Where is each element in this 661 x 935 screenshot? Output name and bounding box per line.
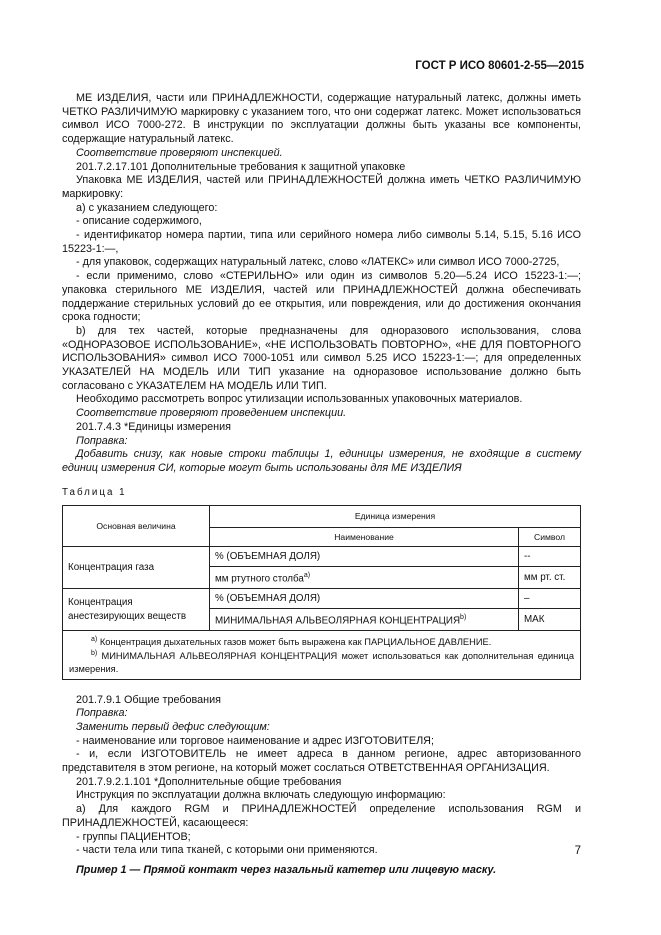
paragraph: - если применимо, слово «СТЕРИЛЬНО» или один из символов 5.20—5.24 ИСО 15223-1:—; упаковка стерильного МЕ ИЗДЕЛИЯ, частей или ПРИНАДЛЕЖНОСТЕЙ должна обеспечивать поддержание стерильных условий до ее открытия, или повреждения, или до достижения окончания срока годности; (62, 270, 581, 324)
paragraph: - и, если ИЗГОТОВИТЕЛЬ не имеет адреса в данном регионе, адрес авторизованного представителя в этом регионе, на который может сослаться ОТВЕТСТВЕННАЯ ОРГАНИЗАЦИЯ. (62, 748, 581, 775)
paragraph: Упаковка МЕ ИЗДЕЛИЯ, частей или ПРИНАДЛЕЖНОСТЕЙ должна иметь ЧЕТКО РАЗЛИЧИМУЮ маркировку: (62, 174, 581, 200)
quantity-gas-concentration: Концентрация газа (63, 547, 210, 589)
example-1: Пример 1 — Прямой контакт через назальный катетер или лицевую маску. (76, 863, 497, 876)
header-symbol: Символ (519, 528, 581, 547)
paragraph: 201.7.4.3 *Единицы измерения (76, 420, 231, 433)
header-unit: Единица измерения (210, 506, 581, 528)
table-caption: Таблица 1 (62, 486, 127, 498)
unit-name-text: мм ртутного столба (215, 573, 304, 585)
paragraph: Заменить первый дефис следующим: (76, 720, 270, 733)
unit-symbol: – (519, 589, 581, 609)
paragraph: - группы ПАЦИЕНТОВ; (76, 830, 191, 843)
note-b-mark: b) (91, 650, 98, 658)
paragraph: - наименование или торговое наименование и адрес ИЗГОТОВИТЕЛЯ; (76, 734, 434, 747)
unit-symbol: мм рт. ст. (519, 567, 581, 589)
footnote-ref-b: b) (460, 614, 467, 622)
unit-name: % (ОБЪЕМНАЯ ДОЛЯ) (210, 547, 519, 567)
quantity-anesthetic-concentration: Концентрация анестезирующих веществ (63, 589, 210, 631)
paragraph: - идентификатор номера партии, типа или серийного номера либо символы 5.14, 5.15, 5.16 ИСО 15223-1:—, (62, 229, 581, 255)
paragraph: Добавить снизу, как новые строки таблицы 1, единицы измерения, не входящие в систему единиц измерения СИ, которые могут быть использованы для МЕ ИЗДЕЛИЯ (62, 448, 581, 474)
paragraph: - для упаковок, содержащих натуральный латекс, слово «ЛАТЕКС» или символ ИСО 7000-2725, (76, 256, 560, 269)
unit-name-text: МИНИМАЛЬНАЯ АЛЬВЕОЛЯРНАЯ КОНЦЕНТРАЦИЯ (215, 615, 461, 627)
paragraph: 201.7.9.1 Общие требования (76, 693, 222, 706)
note-b (69, 648, 574, 674)
page-number: 7 (574, 845, 581, 857)
top-paragraphs (62, 92, 581, 476)
paragraph: a) с указанием следующего: (76, 201, 218, 214)
header-basic-quantity: Основная величина (63, 506, 210, 547)
paragraph: Соответствие проверяют инспекцией. (76, 146, 283, 159)
units-table (62, 505, 581, 679)
unit-symbol: МАК (519, 609, 581, 631)
paragraph: Соответствие проверяют проведением инспекции. (76, 407, 347, 420)
paragraph: - части тела или типа тканей, с которыми они применяются. (76, 844, 378, 857)
unit-name (210, 609, 519, 631)
paragraph: Необходимо рассмотреть вопрос утилизации использованных упаковочных материалов. (76, 393, 523, 406)
paragraph: - описание содержимого, (76, 215, 202, 228)
unit-symbol: -- (519, 547, 581, 567)
page-content (62, 92, 581, 878)
paragraph: 201.7.2.17.101 Дополнительные требования к защитной упаковке (76, 160, 406, 173)
paragraph: МЕ ИЗДЕЛИЯ, части или ПРИНАДЛЕЖНОСТИ, содержащие натуральный латекс, должны иметь ЧЕТКО РАЗЛИЧИМУЮ маркировку с указанием того, что они содержат латекс. Может использоваться символ ИСО 7000-272. В инструкции по эксплуатации должны быть указаны все компоненты, содержащие натуральный латекс. (62, 92, 581, 146)
paragraph: a) Для каждого RGM и ПРИНАДЛЕЖНОСТЕЙ определение использования RGM и ПРИНАДЛЕЖНОСТЕЙ, касающееся: (62, 803, 581, 829)
paragraph: Инструкция по эксплуатации должна включать следующую информацию: (76, 789, 446, 802)
note-b-text: МИНИМАЛЬНАЯ АЛЬВЕОЛЯРНАЯ КОНЦЕНТРАЦИЯ может использоваться как дополнительная единица измерения. (69, 651, 574, 674)
paragraph: Поправка: (76, 707, 128, 720)
table-notes (63, 631, 581, 679)
header-name: Наименование (210, 528, 519, 547)
unit-name (210, 567, 519, 589)
paragraph: b) для тех частей, которые предназначены для одноразового использования, слова «ОДНОРАЗОВОЕ ИСПОЛЬЗОВАНИЕ», «НЕ ИСПОЛЬЗОВАТЬ ПОВТОРНО», «НЕ ДЛЯ ПОВТОРНОГО ИСПОЛЬЗОВАНИЯ» символ ИСО 7000-1051 или символ 5.25 ИСО 15223-1:—; для определенных УКАЗАТЕЛЕЙ НА МОДЕЛЬ ИЛИ ТИП указание на одноразовое использование должно быть согласовано с УКАЗАТЕЛЕМ НА МОДЕЛЬ ИЛИ ТИП. (62, 324, 581, 392)
footnote-ref-a: a) (303, 572, 311, 580)
note-a-text: Концентрация дыхательных газов может быть выражена как ПАРЦИАЛЬНОЕ ДАВЛЕНИЕ. (99, 637, 492, 648)
note-a-mark: a) (91, 636, 98, 644)
note-a (69, 634, 574, 648)
bottom-paragraphs (62, 694, 581, 858)
paragraph: Поправка: (76, 434, 128, 447)
unit-name: % (ОБЪЕМНАЯ ДОЛЯ) (210, 589, 519, 609)
paragraph: 201.7.9.2.1.101 *Дополнительные общие требования (76, 775, 342, 788)
document-code-header: ГОСТ Р ИСО 80601-2-55—2015 (415, 60, 584, 72)
